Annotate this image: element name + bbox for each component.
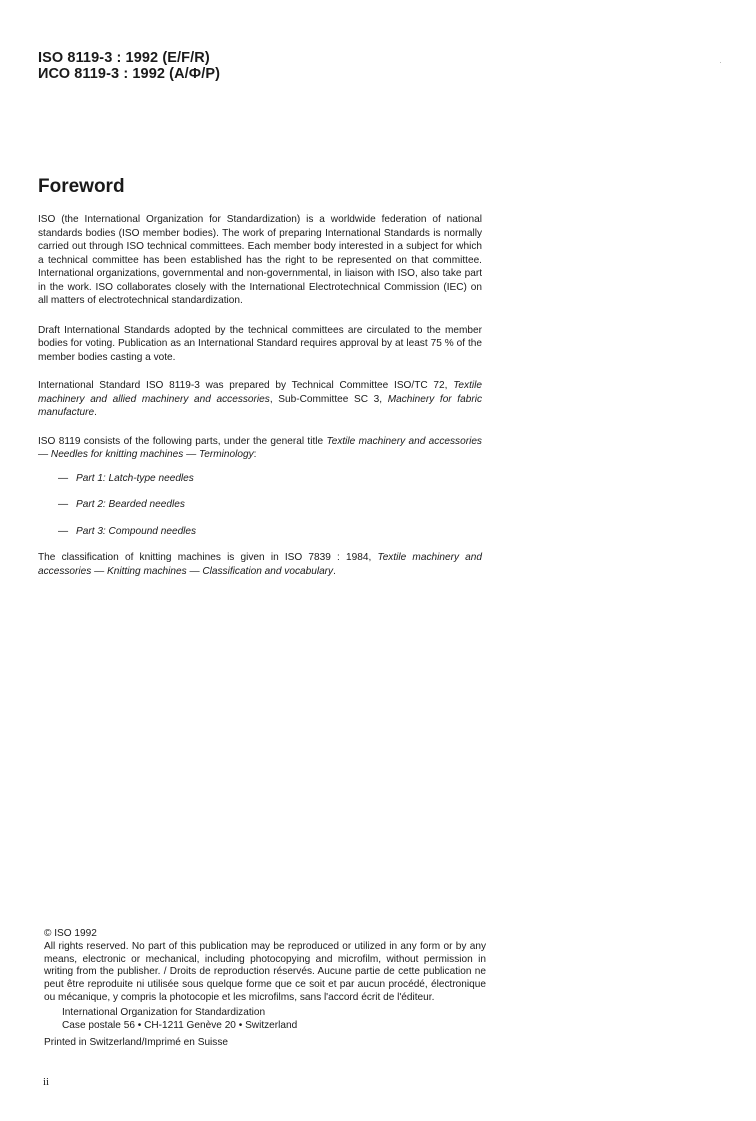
copyright-block <box>44 928 486 1050</box>
subcommittee-title: Machinery for fabric manufacture <box>38 393 482 418</box>
text-span: , Sub-Committee SC 3, <box>269 393 388 405</box>
postal-address: Case postale 56 • CH-1211 Genève 20 • Switzerland <box>62 1019 298 1031</box>
general-title: Textile machinery and accessories — Needles for knitting machines — Terminology <box>38 435 482 460</box>
scan-speck <box>720 62 721 63</box>
text-span: ISO 8119 consists of the following parts, under the general title <box>38 435 327 447</box>
publisher-name: International Organization for Standardization <box>62 1006 266 1018</box>
page-number: ii <box>43 1076 50 1088</box>
reference-title: Textile machinery and accessories — Knitting machines — Classification and vocabulary <box>38 552 482 577</box>
part-title: Part 2: Bearded needles <box>76 499 185 510</box>
paragraph-prepared-by <box>38 379 482 420</box>
text-span: . <box>333 565 336 577</box>
text-span: The classification of knitting machines is given in ISO 7839 : 1984, <box>38 552 378 563</box>
paragraph-classification <box>38 551 482 578</box>
paragraph-draft-standards: Draft International Standards adopted by the technical committees are circulated to the member bodies for voting. Publication as an International Standard requires approval by at least 75 % of the member bodies casting a vote. <box>38 324 482 363</box>
paragraph-iso-intro: ISO (the International Organization for Standardization) is a worldwide federation of national standards bodies (ISO member bodies). The work of preparing International Standards is normally carried out through ISO technical committees. Each member body interested in a subject for which a technical committee has been established has the right to be represented on that committee. International organizations, governmental and non-governmental, in liaison with ISO, also take part in the work. ISO collaborates closely with the International Electrotechnical Commission (IEC) on all matters of electrotechnical standardization. <box>38 214 482 306</box>
paragraph-parts-intro <box>38 435 482 462</box>
page-title: Foreword <box>38 176 125 197</box>
committee-title: Textile machinery and allied machinery and accessories <box>38 380 482 405</box>
list-item <box>38 472 482 486</box>
part-title: Part 3: Compound needles <box>76 525 197 537</box>
standard-number-cyrillic: ИСО 8119-3 : 1992 (А/Ф/Р) <box>38 66 221 82</box>
rights-notice: All rights reserved. No part of this publication may be reproduced or utilized in any form or by any means, electronic or mechanical, including photocopying and microfilm, without permission in writing from the publisher. / Droits de reproduction réservés. Aucune partie de cette publication ne peut être reproduite ni utilisée sous quelque forme que ce soit et par aucun procédé, électronique ou mécanique, y compris la photocopie et les microfilms, sans l'accord écrit de l'éditeur. <box>44 940 486 1003</box>
document-header <box>38 50 220 82</box>
standard-number-latin: ISO 8119-3 : 1992 (E/F/R) <box>38 50 210 66</box>
part-title: Part 1: Latch-type needles <box>76 472 194 484</box>
list-dash: — <box>58 525 69 537</box>
foreword-body <box>38 213 482 592</box>
list-dash: — <box>58 499 69 510</box>
list-dash: — <box>58 472 69 484</box>
text-span: International Standard ISO 8119-3 was prepared by Technical Committee ISO/TC 72, <box>38 380 454 391</box>
publisher-address <box>62 1007 486 1033</box>
printed-in: Printed in Switzerland/Imprimé en Suisse <box>44 1037 229 1049</box>
text-span: : <box>253 449 257 460</box>
copyright-line: © ISO 1992 <box>44 928 97 939</box>
list-item <box>38 498 482 512</box>
text-span: . <box>94 407 97 418</box>
list-item <box>38 525 482 539</box>
